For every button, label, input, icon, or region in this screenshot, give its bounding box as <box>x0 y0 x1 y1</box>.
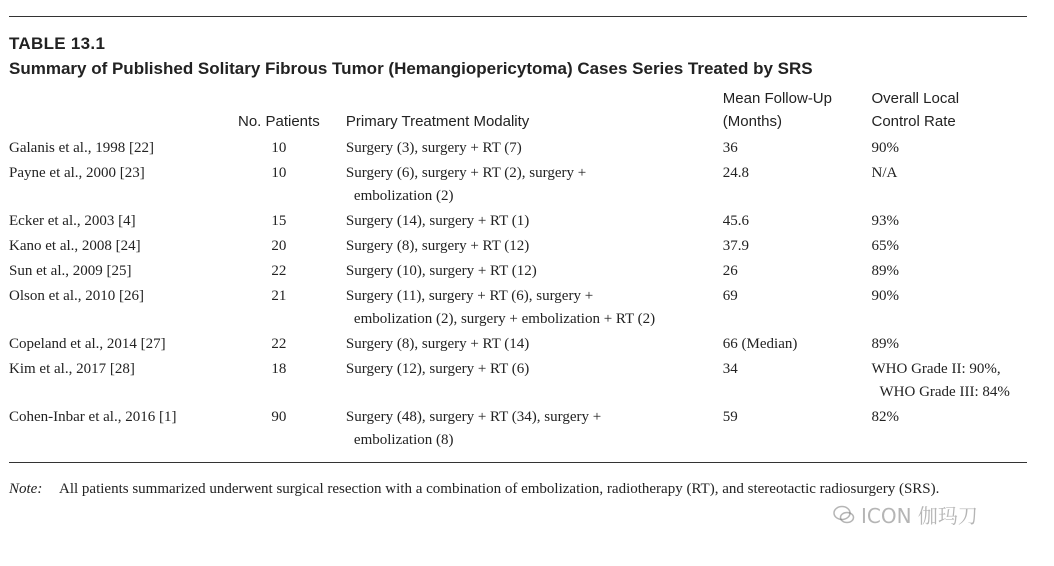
study-text: Ecker et al., 2003 [4] <box>9 213 136 229</box>
table-header-row <box>9 87 1027 137</box>
study-text: Copeland et al., 2014 [27] <box>9 336 166 352</box>
cell-followup <box>723 285 872 333</box>
cell-study <box>9 285 222 333</box>
header-patients: No. Patients <box>237 113 320 130</box>
modality-line1: Surgery (6), surgery + RT (2), surgery + <box>345 165 587 181</box>
header-control-line1: Overall Local <box>871 90 960 107</box>
followup-text: 66 (Median) <box>722 336 798 352</box>
header-study <box>9 87 222 137</box>
modality-line2: embolization (2), surgery + embolization + RT (2) <box>353 311 656 327</box>
bottom-rule <box>9 462 1027 463</box>
cell-patients <box>222 210 346 235</box>
cell-control <box>872 137 1028 162</box>
control-line1: 89% <box>871 263 899 279</box>
study-text: Payne et al., 2000 [23] <box>9 165 145 181</box>
control-line1: N/A <box>871 165 898 181</box>
cell-patients <box>222 260 346 285</box>
study-text: Sun et al., 2009 [25] <box>9 263 132 279</box>
table-row <box>9 406 1027 454</box>
control-line2: WHO Grade III: 84% <box>879 384 1010 400</box>
modality-line1: Surgery (3), surgery + RT (7) <box>345 140 522 156</box>
modality-line2: embolization (2) <box>353 188 454 204</box>
cell-patients <box>222 137 346 162</box>
cell-modality <box>346 162 723 210</box>
note-text: All patients summarized underwent surgical resection with a combination of embolization, radiotherapy (RT), and stereotactic radiosurgery (SRS). <box>59 481 940 497</box>
cell-patients <box>222 406 346 454</box>
cell-modality <box>346 235 723 260</box>
table-row <box>9 285 1027 333</box>
cell-control <box>872 285 1028 333</box>
cell-study <box>9 210 222 235</box>
modality-line1: Surgery (14), surgery + RT (1) <box>345 213 530 229</box>
table-row <box>9 210 1027 235</box>
wechat-icon <box>833 504 855 526</box>
cell-control <box>872 235 1028 260</box>
cell-followup <box>723 235 872 260</box>
cell-modality <box>346 406 723 454</box>
study-text: Galanis et al., 1998 [22] <box>9 140 154 156</box>
table-title: Summary of Published Solitary Fibrous Tumor (Hemangiopericytoma) Cases Series Treated by SRS <box>9 59 813 78</box>
cell-study <box>9 260 222 285</box>
cell-control <box>872 260 1028 285</box>
cell-followup <box>723 260 872 285</box>
cell-control <box>872 162 1028 210</box>
cell-modality <box>346 210 723 235</box>
cell-patients <box>222 235 346 260</box>
followup-text: 45.6 <box>722 213 750 229</box>
followup-text: 26 <box>722 263 738 279</box>
table-row <box>9 235 1027 260</box>
cell-followup <box>723 333 872 358</box>
watermark <box>833 500 978 529</box>
patients-text: 10 <box>271 140 287 156</box>
table-row <box>9 137 1027 162</box>
cell-followup <box>723 358 872 406</box>
watermark-text: ICON 伽玛刀 <box>861 504 978 528</box>
modality-line1: Surgery (11), surgery + RT (6), surgery + <box>345 288 594 304</box>
modality-line1: Surgery (12), surgery + RT (6) <box>345 361 530 377</box>
document-page <box>9 16 1027 501</box>
followup-text: 36 <box>722 140 738 156</box>
patients-text: 22 <box>271 263 287 279</box>
table-body <box>9 137 1027 454</box>
patients-text: 15 <box>271 213 287 229</box>
cell-study <box>9 235 222 260</box>
header-modality: Primary Treatment Modality <box>345 113 530 130</box>
control-line1: 90% <box>871 288 899 304</box>
table-row <box>9 260 1027 285</box>
control-line1: 82% <box>871 409 899 425</box>
modality-line1: Surgery (8), surgery + RT (12) <box>345 238 530 254</box>
modality-line1: Surgery (48), surgery + RT (34), surgery + <box>345 409 602 425</box>
cell-modality <box>346 333 723 358</box>
cell-modality <box>346 260 723 285</box>
cell-study <box>9 162 222 210</box>
cell-modality <box>346 285 723 333</box>
patients-text: 20 <box>271 238 287 254</box>
table-label: TABLE 13.1 <box>9 34 106 53</box>
table-row <box>9 162 1027 210</box>
cell-study <box>9 358 222 406</box>
header-followup-line1: Mean Follow-Up <box>722 90 832 107</box>
cell-patients <box>222 358 346 406</box>
cell-modality <box>346 137 723 162</box>
cell-followup <box>723 137 872 162</box>
modality-line2: embolization (8) <box>353 432 454 448</box>
followup-text: 24.8 <box>722 165 750 181</box>
header-followup <box>723 87 872 137</box>
study-text: Kano et al., 2008 [24] <box>9 238 141 254</box>
cell-control <box>872 333 1028 358</box>
cell-study <box>9 137 222 162</box>
summary-table <box>9 87 1027 454</box>
header-control-line2: Control Rate <box>871 113 956 130</box>
followup-text: 69 <box>722 288 738 304</box>
cell-followup <box>723 406 872 454</box>
study-text: Olson et al., 2010 [26] <box>9 288 144 304</box>
cell-control <box>872 358 1028 406</box>
patients-text: 90 <box>271 409 287 425</box>
modality-line1: Surgery (10), surgery + RT (12) <box>345 263 537 279</box>
cell-patients <box>222 162 346 210</box>
cell-followup <box>723 210 872 235</box>
table-note <box>9 478 1027 501</box>
table-row <box>9 358 1027 406</box>
cell-control <box>872 406 1028 454</box>
modality-line1: Surgery (8), surgery + RT (14) <box>345 336 530 352</box>
cell-modality <box>346 358 723 406</box>
cell-study <box>9 333 222 358</box>
control-line1: 65% <box>871 238 899 254</box>
patients-text: 18 <box>271 361 287 377</box>
cell-study <box>9 406 222 454</box>
header-followup-line2: (Months) <box>722 113 782 130</box>
followup-text: 34 <box>722 361 738 377</box>
top-rule <box>9 16 1027 17</box>
patients-text: 22 <box>271 336 287 352</box>
control-line1: WHO Grade II: 90%, <box>871 361 1001 377</box>
study-text: Cohen-Inbar et al., 2016 [1] <box>9 409 177 425</box>
patients-text: 10 <box>271 165 287 181</box>
cell-followup <box>723 162 872 210</box>
patients-text: 21 <box>271 288 287 304</box>
control-line1: 89% <box>871 336 899 352</box>
control-line1: 90% <box>871 140 899 156</box>
note-label: Note: <box>9 481 43 497</box>
study-text: Kim et al., 2017 [28] <box>9 361 135 377</box>
followup-text: 37.9 <box>722 238 750 254</box>
cell-patients <box>222 285 346 333</box>
table-row <box>9 333 1027 358</box>
cell-patients <box>222 333 346 358</box>
cell-control <box>872 210 1028 235</box>
control-line1: 93% <box>871 213 899 229</box>
header-control <box>872 87 1028 137</box>
followup-text: 59 <box>722 409 738 425</box>
